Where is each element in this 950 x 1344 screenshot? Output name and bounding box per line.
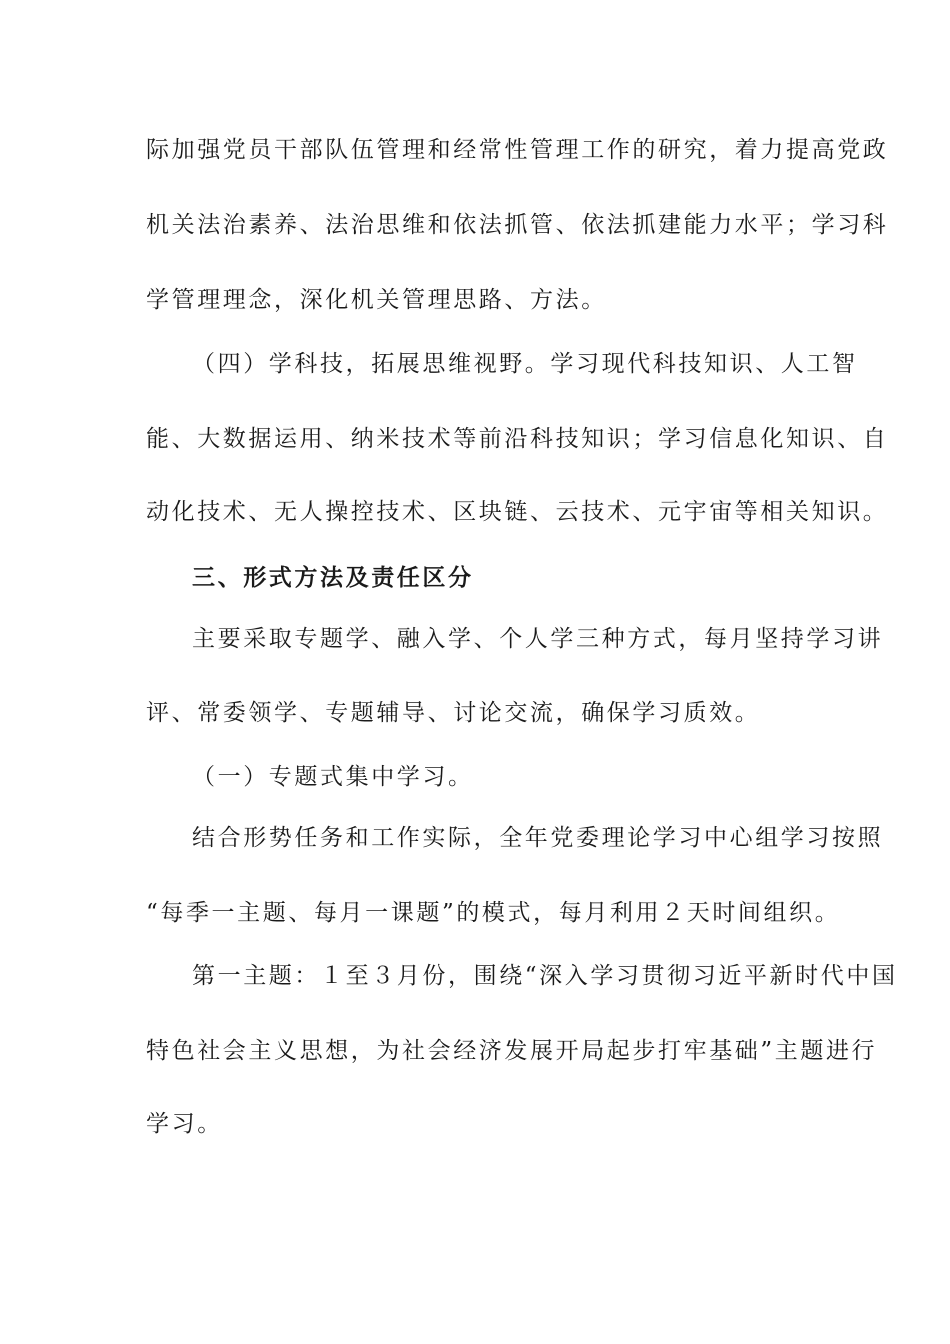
paragraph-line: 学管理理念，深化机关管理思路、方法。 xyxy=(146,287,607,313)
paragraph-line: 机关法治素养、法治思维和依法抓管、依法抓建能力水平；学习科 xyxy=(146,212,889,238)
paragraph-line: 际加强党员干部队伍管理和经常性管理工作的研究，着力提高党政 xyxy=(146,137,889,163)
paragraph-line: “每季一主题、每月一课题”的模式，每月利用２天时间组织。 xyxy=(146,900,841,926)
paragraph-line: 结合形势任务和工作实际，全年党委理论学习中心组学习按照 xyxy=(192,825,884,851)
paragraph-line: （四）学科技，拓展思维视野。学习现代科技知识、人工智 xyxy=(192,351,858,377)
paragraph-line: 第一主题：１至３月份，围绕“深入学习贯彻习近平新时代中国 xyxy=(192,963,898,989)
section-heading: 三、形式方法及责任区分 xyxy=(192,564,474,591)
paragraph-line: 动化技术、无人操控技术、区块链、云技术、元宇宙等相关知识。 xyxy=(146,499,889,525)
paragraph-line: 特色社会主义思想，为社会经济发展开局起步打牢基础”主题进行 xyxy=(146,1038,878,1064)
paragraph-line: 学习。 xyxy=(146,1111,223,1137)
subsection-heading: （一）专题式集中学习。 xyxy=(192,764,474,790)
paragraph-line: 评、常委领学、专题辅导、讨论交流，确保学习质效。 xyxy=(146,700,761,726)
paragraph-line: 能、大数据运用、纳米技术等前沿科技知识；学习信息化知识、自 xyxy=(146,426,889,452)
paragraph-line: 主要采取专题学、融入学、个人学三种方式，每月坚持学习讲 xyxy=(192,626,884,652)
